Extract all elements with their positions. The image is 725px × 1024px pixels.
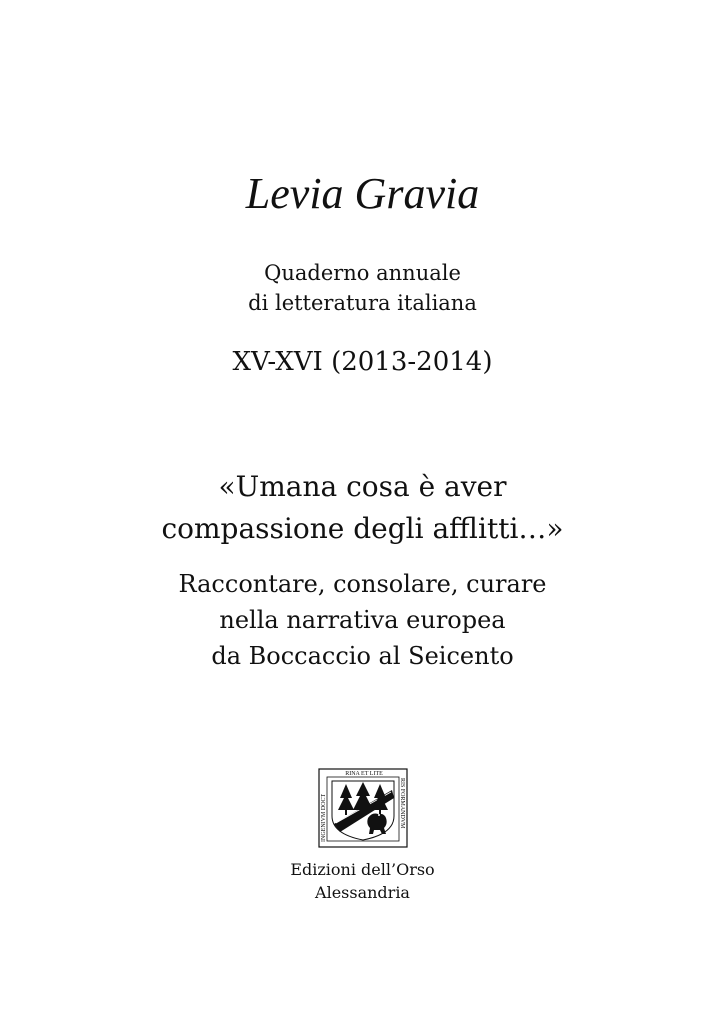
publisher-crest-icon [318,768,408,848]
publisher-name: Edizioni dell’Orso [290,860,435,879]
volume-description [0,566,725,674]
volume-number: XV-XVI (2013-2014) [232,347,493,377]
book-title: Levia Gravia [245,169,480,218]
description-line-3: da Boccaccio al Seicento [211,642,514,670]
svg-text:RINA ET LITE: RINA ET LITE [345,771,383,777]
quote-title [0,466,725,550]
quote-line-2: compassione degli afflitti…» [161,512,564,545]
svg-text:RIS FORMANDVM: RIS FORMANDVM [399,778,405,829]
quote-line-1: «Umana cosa è aver [218,470,507,503]
publisher-info [0,858,725,904]
svg-text:INGENIVM DOCT: INGENIVM DOCT [321,793,327,842]
subtitle-line-2: di letteratura italiana [248,291,477,315]
description-line-1: Raccontare, consolare, curare [178,570,547,598]
description-line-2: nella narrativa europea [219,606,506,634]
publisher-city: Alessandria [315,883,410,902]
series-subtitle [0,258,725,318]
subtitle-line-1: Quaderno annuale [264,261,461,285]
